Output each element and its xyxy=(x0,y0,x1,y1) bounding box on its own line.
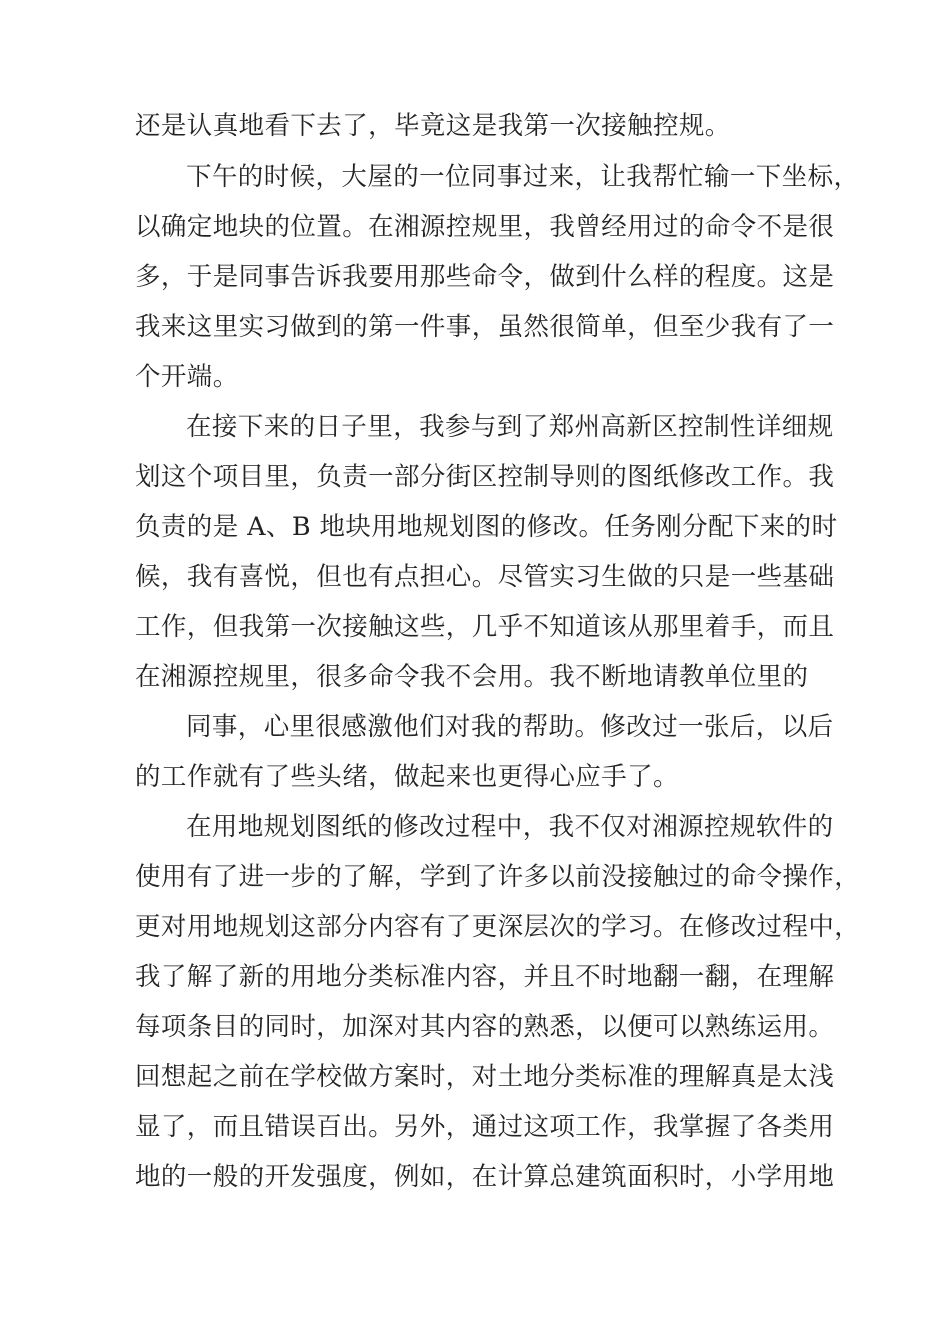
text-line: 多，于是同事告诉我要用那些命令，做到什么样的程度。这是 xyxy=(135,262,835,292)
text-line: 在湘源控规里，很多命令我不会用。我不断地请教单位里的 xyxy=(135,662,809,692)
text-line: 回想起之前在学校做方案时，对土地分类标准的理解真是太浅 xyxy=(135,1062,835,1092)
text-line: 在接下来的日子里，我参与到了郑州高新区控制性详细规 xyxy=(186,412,834,442)
text-line: 在用地规划图纸的修改过程中，我不仅对湘源控规软件的 xyxy=(186,812,834,842)
text-line: 个开端。 xyxy=(135,362,239,392)
text-line: 工作，但我第一次接触这些，几乎不知道该从那里着手，而且 xyxy=(135,612,835,642)
text-line: 我了解了新的用地分类标准内容，并且不时地翻一翻，在理解 xyxy=(135,962,835,992)
text-line: 下午的时候，大屋的一位同事过来，让我帮忙输一下坐标， xyxy=(186,162,860,192)
text-line: 候，我有喜悦，但也有点担心。尽管实习生做的只是一些基础 xyxy=(135,562,835,592)
text-line: 负责的是 A、B 地块用地规划图的修改。任务刚分配下来的时 xyxy=(135,512,838,542)
text-line: 显了，而且错误百出。另外，通过这项工作，我掌握了各类用 xyxy=(135,1112,835,1142)
text-line: 划这个项目里，负责一部分街区控制导则的图纸修改工作。我 xyxy=(135,462,835,492)
text-line: 每项条目的同时，加深对其内容的熟悉，以便可以熟练运用。 xyxy=(135,1012,835,1042)
text-line: 我来这里实习做到的第一件事，虽然很简单，但至少我有了一 xyxy=(135,312,835,342)
text-line: 以确定地块的位置。在湘源控规里，我曾经用过的命令不是很 xyxy=(135,212,835,242)
text-line: 还是认真地看下去了，毕竟这是我第一次接触控规。 xyxy=(135,111,731,141)
text-line: 地的一般的开发强度，例如，在计算总建筑面积时，小学用地 xyxy=(135,1162,835,1192)
text-line: 使用有了进一步的了解，学到了许多以前没接触过的命令操作， xyxy=(135,862,861,892)
text-line: 的工作就有了些头绪，做起来也更得心应手了。 xyxy=(135,762,679,792)
text-line: 更对用地规划这部分内容有了更深层次的学习。在修改过程中， xyxy=(135,912,861,942)
text-line: 同事，心里很感激他们对我的帮助。修改过一张后，以后 xyxy=(186,712,834,742)
